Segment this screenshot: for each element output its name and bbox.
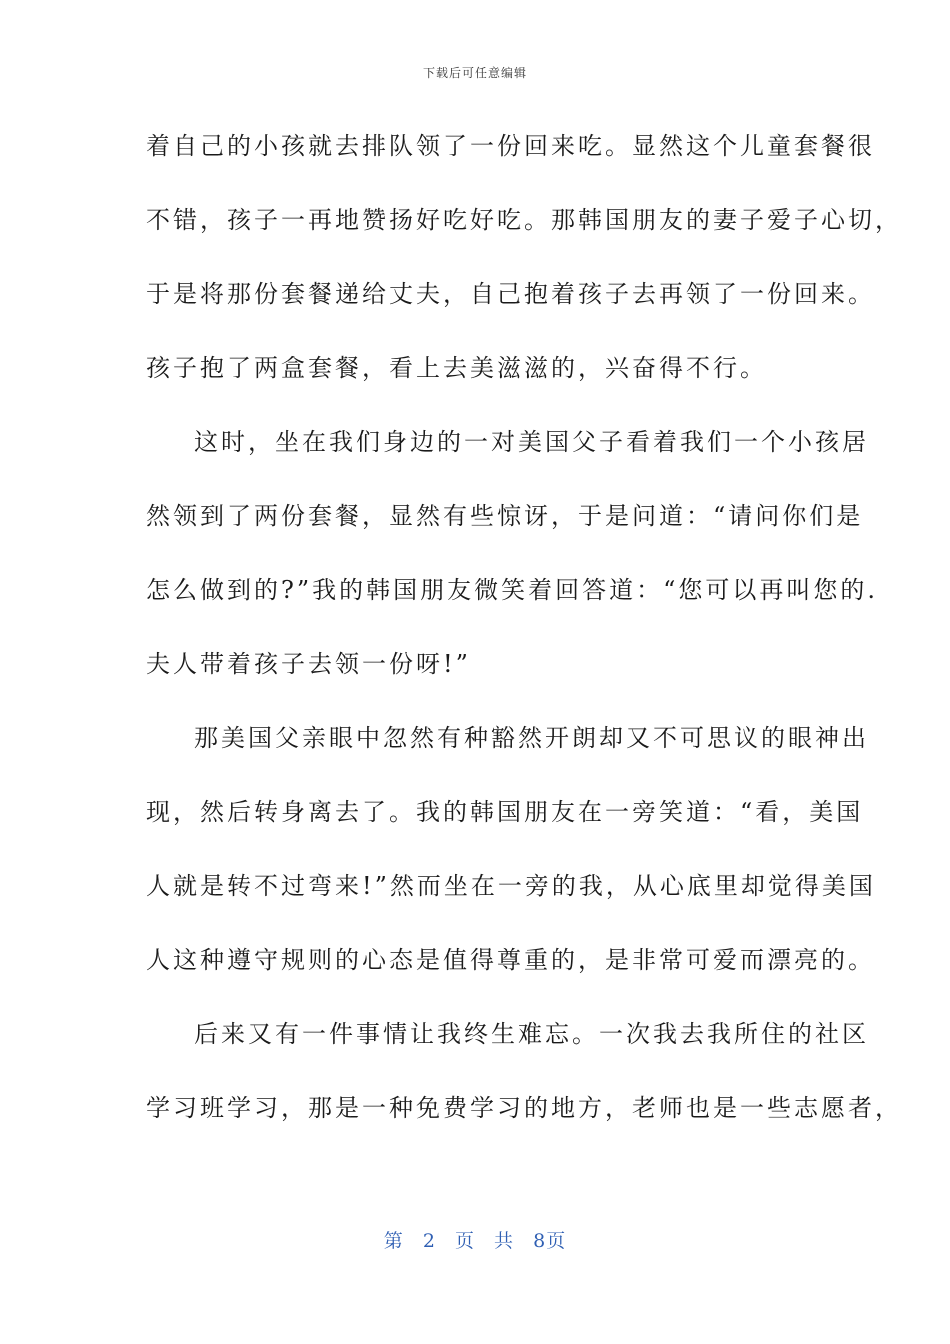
text-line-2: 不错，孩子一再地赞扬好吃好吃。那韩国朋友的妻子爱子心切，: [146, 206, 902, 234]
text-line-4: 孩子抱了两盒套餐，看上去美滋滋的，兴奋得不行。: [146, 354, 767, 382]
text-line-9: 那美国父亲眼中忽然有种豁然开朗却又不可思议的眼神出: [194, 724, 869, 752]
header-note: 下载后可任意编辑: [422, 66, 527, 80]
text-line-8: 夫人带着孩子去领一份呀!”: [146, 650, 471, 678]
footer-label-ye: 页: [454, 1230, 475, 1252]
text-line-10: 现，然后转身离去了。我的韩国朋友在一旁笑道：“看，美国: [146, 798, 864, 826]
footer-page-number: 2: [422, 1230, 436, 1252]
page-footer: [0, 1226, 950, 1253]
text-line-12: 人这种遵守规则的心态是值得尊重的，是非常可爱而漂亮的。: [146, 946, 875, 974]
text-line-13: 后来又有一件事情让我终生难忘。一次我去我所住的社区: [194, 1020, 869, 1048]
text-line-6: 然领到了两份套餐，显然有些惊讶，于是问道：“请问你们是: [146, 502, 864, 530]
footer-total-pages: 8页: [533, 1230, 567, 1252]
footer-label-di: 第: [383, 1230, 404, 1252]
text-line-3: 于是将那份套餐递给丈夫，自己抱着孩子去再领了一份回来。: [146, 280, 875, 308]
text-line-11: 人就是转不过弯来!”然而坐在一旁的我，从心底里却觉得美国: [146, 872, 876, 900]
text-line-14: 学习班学习，那是一种免费学习的地方，老师也是一些志愿者，: [146, 1094, 902, 1122]
text-line-1: 着自己的小孩就去排队领了一份回来吃。显然这个儿童套餐很: [146, 132, 875, 160]
footer-label-gong: 共: [494, 1230, 515, 1252]
text-line-7: 怎么做到的?”我的韩国朋友微笑着回答道：“您可以再叫您的.: [146, 576, 879, 604]
body-text: [146, 124, 902, 1160]
text-line-5: 这时，坐在我们身边的一对美国父子看着我们一个小孩居: [194, 428, 869, 456]
